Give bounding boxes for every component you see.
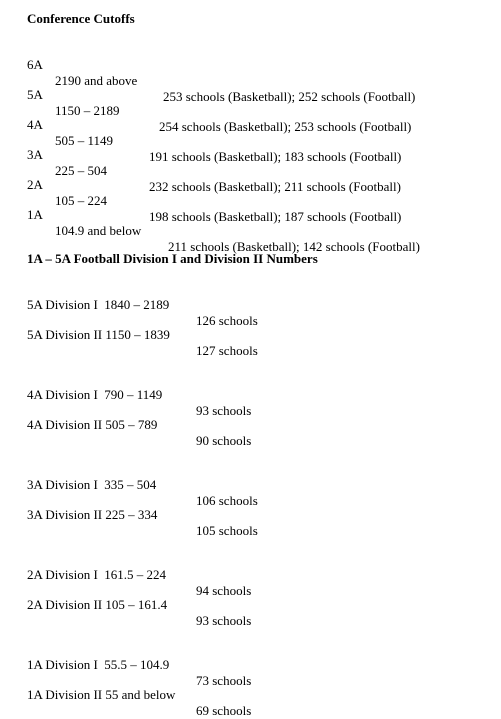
division-label: 5A Division I 1840 – 2189 [27,297,170,312]
section-title-conference-cutoffs: Conference Cutoffs [27,11,135,26]
division-schools: 94 schools [196,583,252,598]
division-schools: 105 schools [196,523,258,538]
division-schools: 73 schools [196,673,252,688]
division-label: 4A Division I 790 – 1149 [27,387,163,402]
cutoff-counts: 253 schools (Basketball); 252 schools (Football) [163,89,416,104]
cutoff-counts: 211 schools (Basketball); 142 schools (Football) [168,239,420,254]
division-label: 3A Division I 335 – 504 [27,477,157,492]
division-schools: 69 schools [196,703,252,718]
cutoff-class: 5A [27,87,43,102]
division-label: 1A Division II 55 and below [27,687,176,702]
cutoff-counts: 254 schools (Basketball); 253 schools (Football) [159,119,412,134]
cutoff-range: 105 – 224 [55,193,107,208]
cutoff-range: 1150 – 2189 [55,103,120,118]
cutoff-range: 505 – 1149 [55,133,114,148]
division-schools: 93 schools [196,403,252,418]
division-label: 2A Division II 105 – 161.4 [27,597,168,612]
division-row [27,461,258,508]
cutoff-class: 2A [27,177,43,192]
division-schools: 106 schools [196,493,258,508]
division-label: 4A Division II 505 – 789 [27,417,158,432]
cutoff-class: 4A [27,117,43,132]
cutoff-range: 2190 and above [55,73,138,88]
cutoff-counts: 232 schools (Basketball); 211 schools (Football) [149,179,401,194]
cutoff-class: 6A [27,57,43,72]
division-label: 5A Division II 1150 – 1839 [27,327,170,342]
division-row [27,551,252,598]
division-row [27,641,252,688]
division-schools: 93 schools [196,613,252,628]
cutoff-counts: 198 schools (Basketball); 187 schools (Football) [149,209,402,224]
division-label: 2A Division I 161.5 – 224 [27,567,167,582]
division-schools: 126 schools [196,313,258,328]
cutoff-range: 104.9 and below [55,223,142,238]
cutoff-class: 3A [27,147,43,162]
cutoff-counts: 191 schools (Basketball); 183 schools (Football) [149,149,402,164]
division-row [27,371,252,418]
division-label: 3A Division II 225 – 334 [27,507,158,522]
division-schools: 90 schools [196,433,252,448]
cutoff-class: 1A [27,207,43,222]
section-title-football-divisions: 1A – 5A Football Division I and Division II Numbers [27,251,318,266]
division-schools: 127 schools [196,343,258,358]
division-label: 1A Division I 55.5 – 104.9 [27,657,170,672]
cutoff-range: 225 – 504 [55,163,107,178]
division-row [27,281,258,328]
